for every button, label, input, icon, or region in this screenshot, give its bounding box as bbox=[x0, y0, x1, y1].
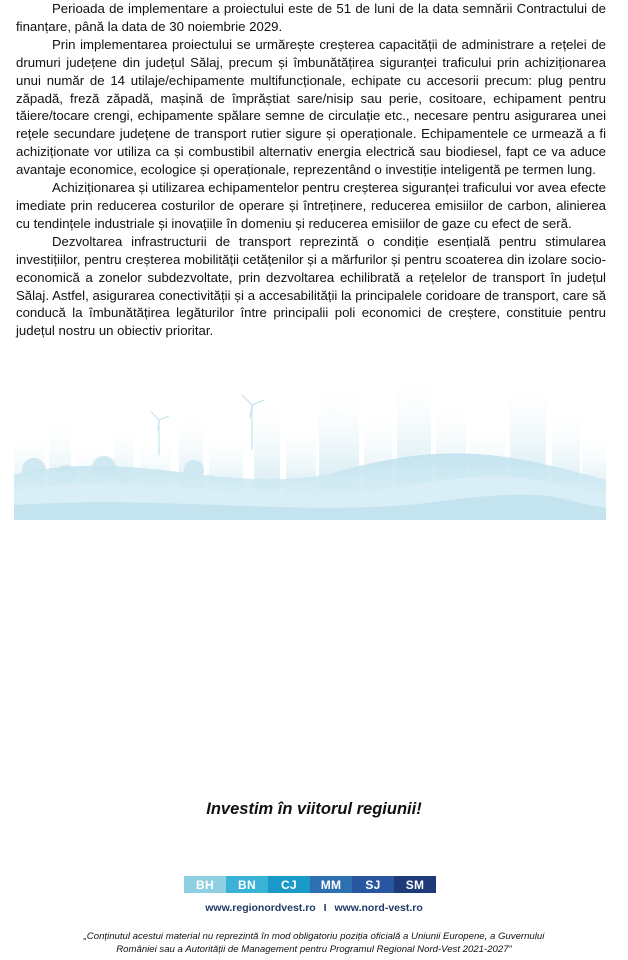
city-skyline-illustration bbox=[14, 360, 606, 520]
disclaimer-line-1: „Conținutul acestui material nu reprezintă în mod obligatoriu poziția oficială a Uniunii Europene, a Guvernului bbox=[83, 931, 545, 942]
disclaimer bbox=[40, 930, 588, 956]
paragraph-implementation-period: Perioada de implementare a proiectului este de 51 de luni de la data semnării Contractului de finanțare, până la data de 30 noiembrie 2029. bbox=[16, 1, 606, 34]
county-code-sj: SJ bbox=[352, 876, 394, 893]
document-body bbox=[16, 0, 606, 340]
county-codes-bar bbox=[184, 876, 436, 893]
county-code-bh: BH bbox=[184, 876, 226, 893]
county-code-bn: BN bbox=[226, 876, 268, 893]
paragraph-infrastructure-development: Dezvoltarea infrastructurii de transport reprezintă o condiție esențială pentru stimularea investițiilor, pentru creșterea mobilității cetățenilor și a mărfurilor și pentru scoaterea din izolare socio-economică a zonelor subdezvoltate, prin dezvoltarea echilibrată a rețelelor de transport în județul Sălaj. Astfel, asigurarea conectivității și a accesabilității la principalele coridoare de transport, care să conducă la îmbunătățirea legăturilor între principalii poli economici de creștere, constituie pentru județul nostru un obiectiv prioritar. bbox=[16, 233, 606, 339]
website-separator: I bbox=[323, 902, 327, 914]
website-links bbox=[0, 902, 628, 914]
slogan: Investim în viitorul regiunii! bbox=[206, 800, 422, 818]
paragraph-equipment-effects: Achiziționarea și utilizarea echipamentelor pentru creșterea siguranței traficului vor avea efecte imediate prin reducerea costurilor de operare și întreținere, reducerea emisiilor de carbon, alinierea cu tendințele industriale și inovațiile în domeniu și reducerea emisiilor de gaze cu efect de seră. bbox=[16, 180, 606, 231]
paragraph-project-objectives: Prin implementarea proiectului se urmărește creșterea capacității de administrare a rețelei de drumuri județene din județul Sălaj, precum și îmbunătățirea siguranței traficului prin achiziționarea unui număr de 14 utilaje/echipamente multifuncționale, echipate cu accesorii precum: plug pentru zăpadă, freză zăpadă, mașină de împrăștiat sare/nisip sau perie, cositoare, echipament pentru tăiere/tocare crengi, echipamente spălare semne de circulație etc., necesare pentru asigurarea unei rețele secundare județene de transport rutier sigure și operaționale. Echipamentele ce urmează a fi achiziționate vor utiliza ca și combustibil alternativ energia electrică sau biodiesel, fapt ce va aduce avantaje economice, ecologice și operaționale, reprezentând o investiție inteligentă pe termen lung. bbox=[16, 36, 606, 178]
county-code-mm: MM bbox=[310, 876, 352, 893]
website-link-nord-vest[interactable]: www.nord-vest.ro bbox=[334, 902, 423, 914]
county-code-cj: CJ bbox=[268, 876, 310, 893]
disclaimer-line-2: României sau a Autorității de Management pentru Programul Regional Nord-Vest 2021-2027” bbox=[116, 944, 512, 955]
county-code-sm: SM bbox=[394, 876, 436, 893]
website-link-regionordvest[interactable]: www.regionordvest.ro bbox=[205, 902, 316, 914]
